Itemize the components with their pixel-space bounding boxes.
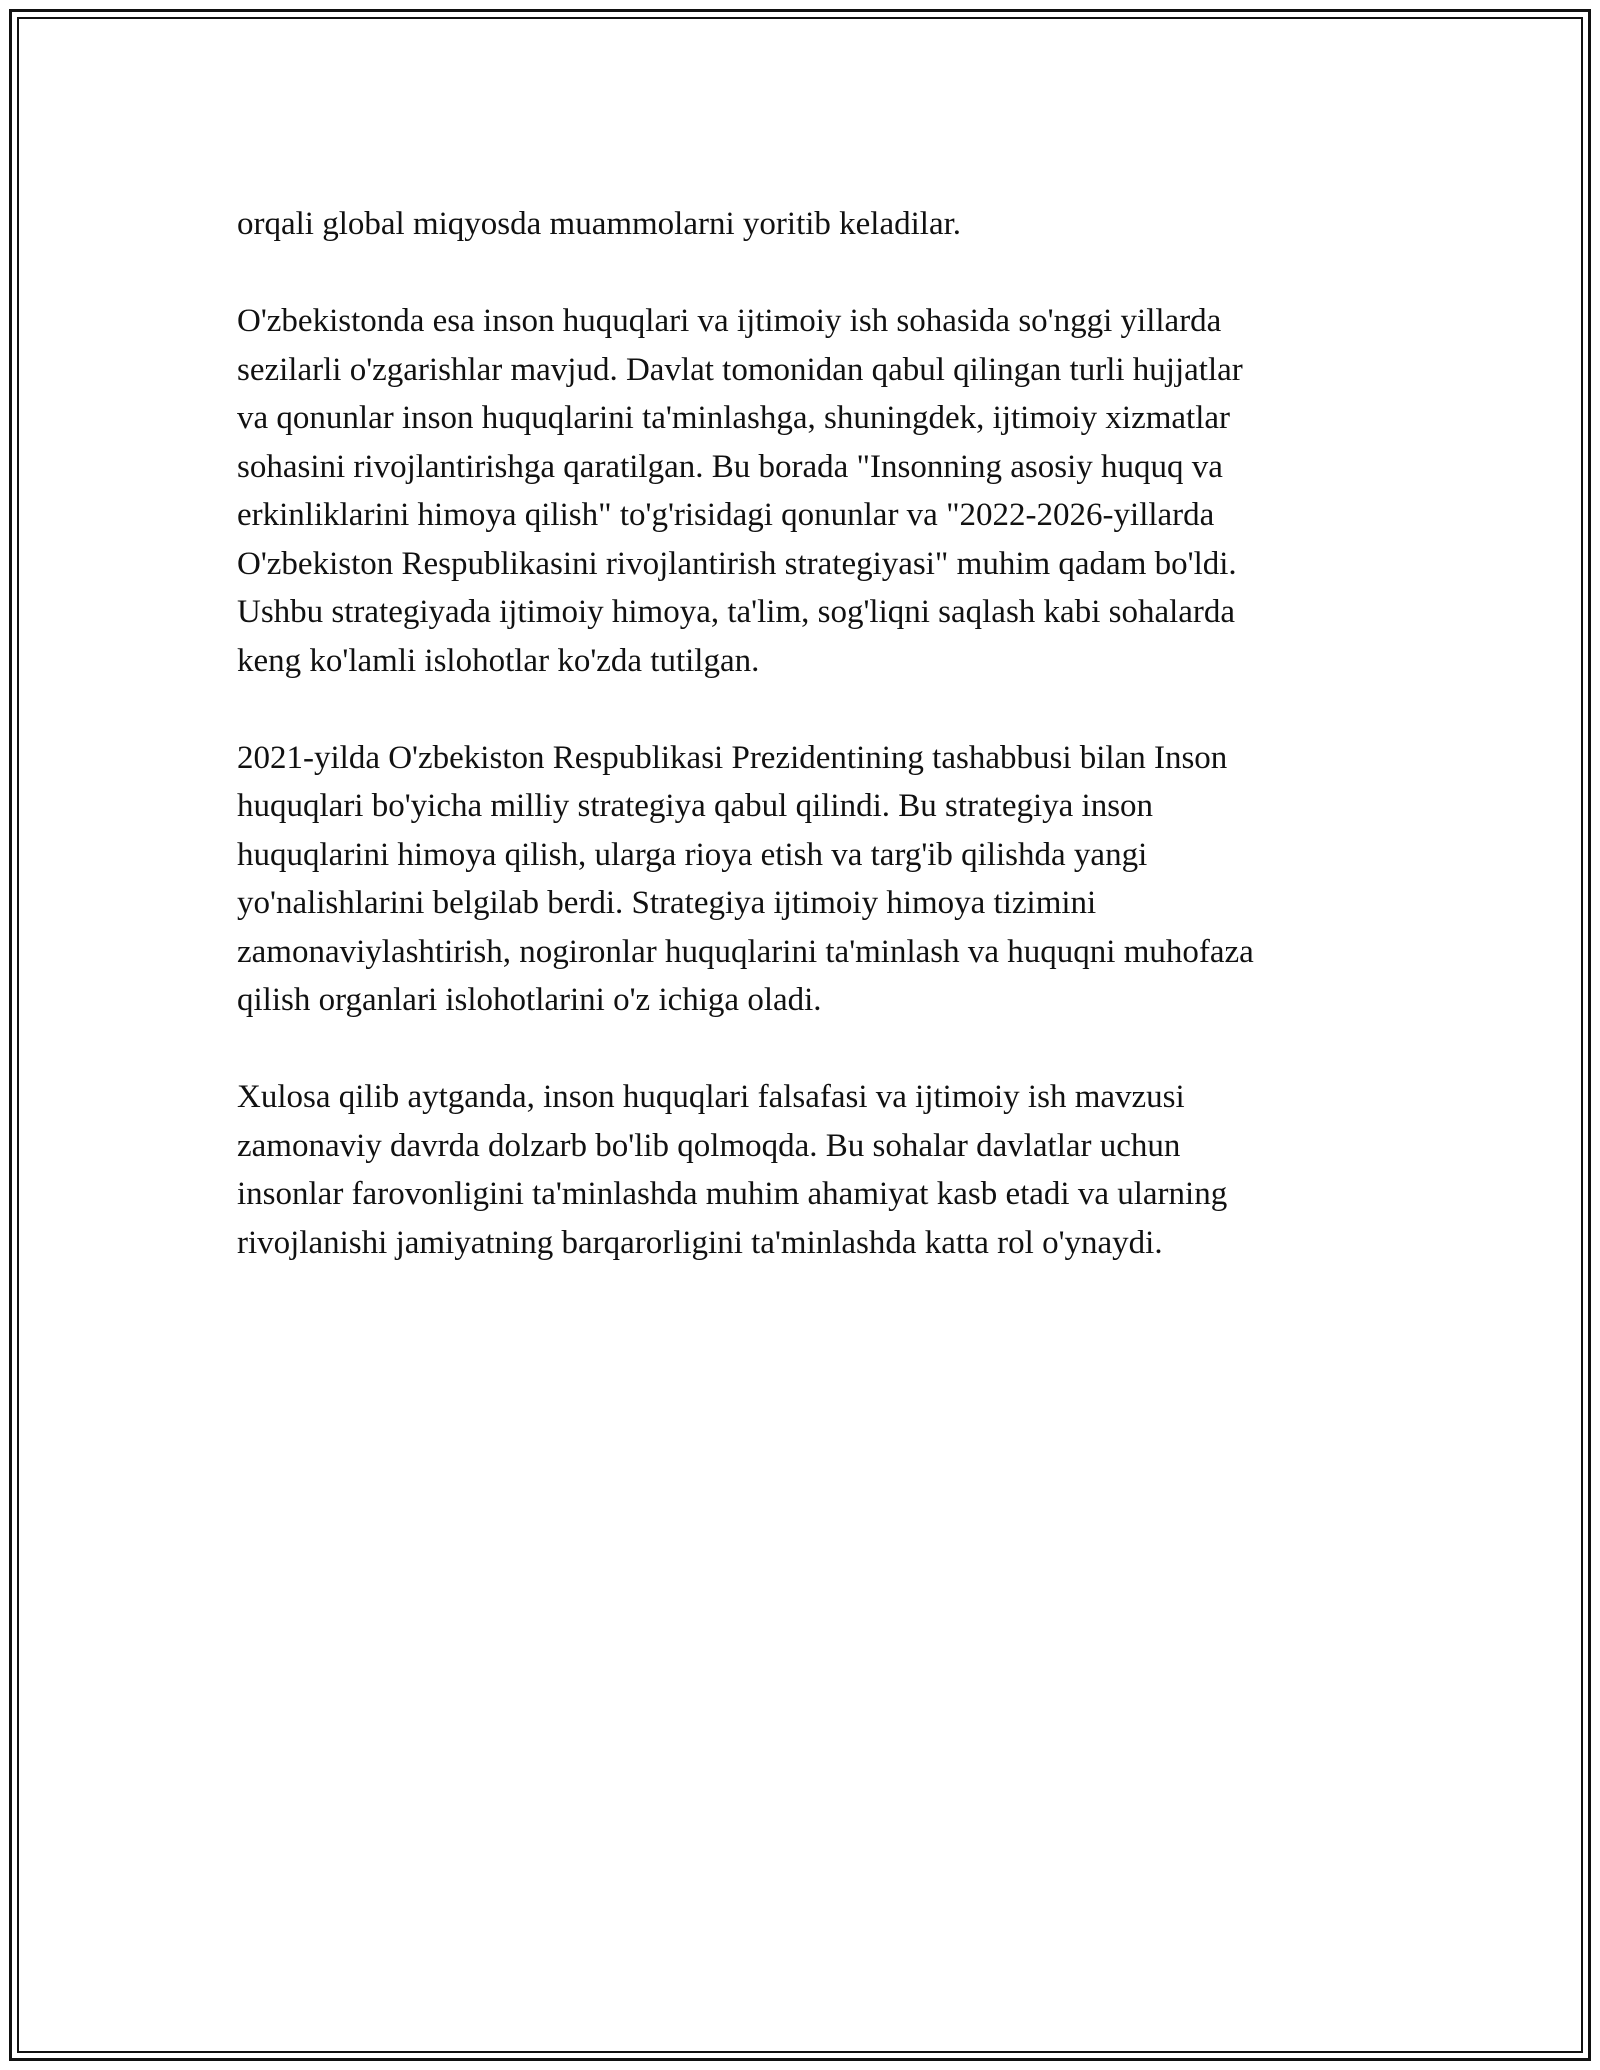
text-line: keng ko'lamli islohotlar ko'zda tutilgan. [237,642,760,679]
paragraph-continuation [237,200,1397,249]
text-line: 2021-yilda O'zbekiston Respublikasi Prezidentining tashabbusi bilan Inson [237,739,1228,776]
text-line: sohasini rivojlantirishga qaratilgan. Bu borada "Insonning asosiy huquq va [237,448,1223,485]
text-line: Xulosa qilib aytganda, inson huquqlari falsafasi va ijtimoiy ish mavzusi [237,1079,1185,1115]
page-border [9,9,1591,2061]
text-line: O'zbekiston Respublikasini rivojlantirish strategiyasi" muhim qadam bo'ldi. [237,545,1237,582]
text-line: sezilarli o'zgarishlar mavjud. Davlat tomonidan qabul qilingan turli hujjatlar [237,351,1243,388]
text-line: orqali global miqyosda muammolarni yoritib keladilar. [237,206,962,242]
text-line: Ushbu strategiyada ijtimoiy himoya, ta'lim, sog'liqni saqlash kabi sohalarda [237,594,1236,630]
text-line: yo'nalishlarini belgilab berdi. Strategiya ijtimoiy himoya tizimini [237,885,1097,921]
text-line: zamonaviylashtirish, nogironlar huquqlarini ta'minlash va huquqni muhofaza [237,933,1254,970]
text-line: O'zbekistonda esa inson huquqlari va ijtimoiy ish sohasida so'nggi yillarda [237,303,1222,339]
paragraph-uzbekistan-reforms [237,297,1397,685]
text-line: insonlar farovonligini ta'minlashda muhim ahamiyat kasb etadi va ularning [237,1176,1228,1212]
text-line: rivojlanishi jamiyatning barqarorligini ta'minlashda katta rol o'ynaydi. [237,1224,1163,1261]
text-line: erkinliklarini himoya qilish" to'g'risidagi qonunlar va "2022-2026-yillarda [237,497,1215,533]
paragraph-conclusion [237,1073,1397,1267]
text-line: huquqlari bo'yicha milliy strategiya qabul qilindi. Bu strategiya inson [237,788,1154,824]
paragraph-national-strategy [237,734,1397,1025]
text-line: zamonaviy davrda dolzarb bo'lib qolmoqda. Bu sohalar davlatlar uchun [237,1127,1181,1164]
document-body [237,200,1397,1267]
text-line: qilish organlari islohotlarini o'z ichiga oladi. [237,982,822,1018]
text-line: va qonunlar inson huquqlarini ta'minlashga, shuningdek, ijtimoiy xizmatlar [237,400,1231,436]
text-line: huquqlarini himoya qilish, ularga rioya etish va targ'ib qilishda yangi [237,836,1148,873]
